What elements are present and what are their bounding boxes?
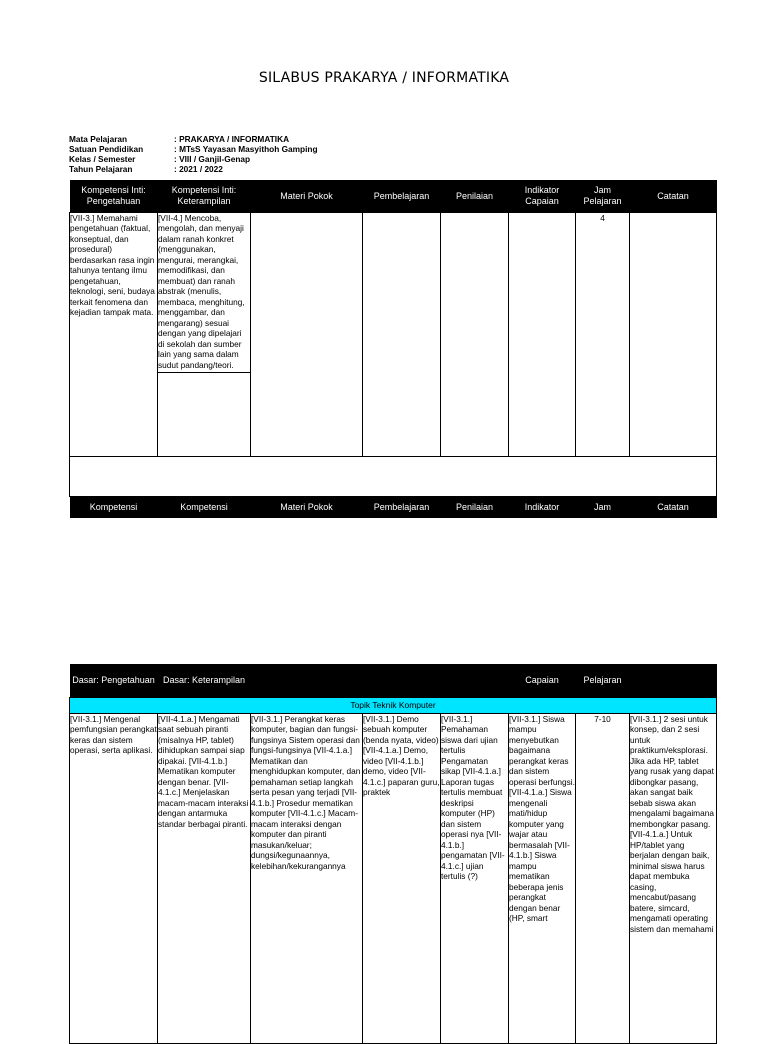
table-row bbox=[70, 713, 717, 1043]
meta-value: : VIII / Ganjil-Genap bbox=[174, 154, 251, 164]
meta-label: Satuan Pendidikan bbox=[69, 144, 144, 154]
column-header: Indikator bbox=[509, 496, 576, 518]
table-cell bbox=[363, 212, 441, 456]
column-header: Kompetensi bbox=[158, 496, 251, 518]
column-header: Dasar: Pengetahuan bbox=[70, 664, 158, 697]
column-header: Capaian bbox=[509, 664, 576, 697]
table-spacer-row bbox=[70, 456, 717, 496]
table-cell: [VII-4.1.a.] Mengamati saat sebuah piranti (misalnya HP, tablet) dihidupkan sampai siap dipakai. [VII-4.1.b.] Mematikan komputer dengan benar. [VII-4.1.c.] Menjelaskan macam-macam interaksi dengan antarmuka standar berbagai piranti. bbox=[158, 713, 251, 1043]
column-header: Pelajaran bbox=[576, 664, 630, 697]
column-header: Penilaian bbox=[441, 180, 509, 212]
column-header: Indikator Capaian bbox=[509, 180, 576, 212]
meta-label: Tahun Pelajaran bbox=[69, 164, 133, 174]
topic-row bbox=[70, 697, 717, 713]
table-cell: [VII-3.1.] Perangkat keras komputer, bagian dan fungsi-fungsinya Sistem operasi dan fungsi-fungsinya [VII-4.1.a.] Mematikan dan menghidupkan komputer, dan pemahaman setiap langkah serta pesan yang terjadi [VII-4.1.b.] Prosedur mematikan komputer [VII-4.1.c.] Macam-macam interaksi dengan komputer dan piranti masukan/keluar; dungsi/kegunaannya, kelebihan/kekurangannya bbox=[251, 713, 363, 1043]
table-header-row bbox=[70, 664, 717, 697]
column-header bbox=[441, 664, 509, 697]
column-header: Penilaian bbox=[441, 496, 509, 518]
table-cell: [VII-3.1.] Siswa mampu menyebutkan bagaimana perangkat keras dan sistem operasi berfungsi. [VII-4.1.a.] Siswa mengenali mati/hidup komputer yang wajar atau bermasalah [VII-4.1.b.] Siswa mampu mematikan beberapa jenis perangkat dengan benar (HP, smart bbox=[509, 713, 576, 1043]
column-header bbox=[363, 664, 441, 697]
table-cell bbox=[441, 212, 509, 456]
topic-label: Topik Teknik Komputer bbox=[70, 697, 717, 713]
table-footer-row bbox=[70, 496, 717, 518]
column-header bbox=[251, 664, 363, 697]
table-cell: [VII-3.1.] 2 sesi untuk konsep, dan 2 sesi untuk praktikum/eksplorasi. Jika ada HP, tablet yang rusak yang dapat dibongkar pasang, akan sangat baik sebab siswa akan mengalami bagaimana membongkar pasang. [VII-4.1.a.] Untuk HP/tablet yang berjalan dengan baik, minimal siswa harus dapat membuka casing, mencabut/pasang batere, simcard, mengamati operating sistem dan memahami bbox=[630, 713, 717, 1043]
table-row bbox=[70, 212, 717, 456]
table-cell bbox=[509, 212, 576, 456]
column-header: Catatan bbox=[630, 496, 717, 518]
meta-value: : 2021 / 2022 bbox=[174, 164, 223, 174]
column-header: Kompetensi Inti: Keterampilan bbox=[158, 180, 251, 212]
table-header-row bbox=[70, 180, 717, 212]
document-info bbox=[69, 134, 318, 174]
column-header: Dasar: Keterampilan bbox=[158, 664, 251, 697]
meta-row bbox=[69, 164, 318, 174]
meta-row bbox=[69, 134, 318, 144]
table-cell bbox=[158, 212, 251, 456]
table-cell: [VII-3.1.] Demo sebuah komputer (benda nyata, video) [VII-4.1.a.] Demo, video [VII-4.1.b.] demo, video [VII-4.1.c.] paparan guru, praktek bbox=[363, 713, 441, 1043]
meta-value: : PRAKARYA / INFORMATIKA bbox=[174, 134, 290, 144]
meta-label: Mata Pelajaran bbox=[69, 134, 128, 144]
column-header: Catatan bbox=[630, 180, 717, 212]
table-cell: [VII-3.] Memahami pengetahuan (faktual, konseptual, dan prosedural) berdasarkan rasa ingin tahunya tentang ilmu pengetahuan, teknologi, seni, budaya terkait fenomena dan kejadian tampak mata. bbox=[70, 212, 158, 456]
table-cell bbox=[630, 212, 717, 456]
column-header bbox=[630, 664, 717, 697]
column-header: Pembelajaran bbox=[363, 180, 441, 212]
table-cell: 4 bbox=[576, 212, 630, 456]
meta-row bbox=[69, 144, 318, 154]
syllabus-table-bottom bbox=[69, 664, 717, 1044]
column-header: Jam Pelajaran bbox=[576, 180, 630, 212]
table-cell: [VII-3.1.] Mengenal pemfungsian perangkat keras dan sistem operasi, serta aplikasi. bbox=[70, 713, 158, 1043]
meta-value: : MTsS Yayasan Masyithoh Gamping bbox=[174, 144, 318, 154]
column-header: Kompetensi bbox=[70, 496, 158, 518]
meta-label: Kelas / Semester bbox=[69, 154, 136, 164]
syllabus-table-top bbox=[69, 180, 717, 518]
table-cell: 7-10 bbox=[576, 713, 630, 1043]
column-header: Jam bbox=[576, 496, 630, 518]
table-cell bbox=[251, 212, 363, 456]
meta-row bbox=[69, 154, 318, 164]
column-header: Pembelajaran bbox=[363, 496, 441, 518]
column-header: Materi Pokok bbox=[251, 496, 363, 518]
table-cell: [VII-3.1.] Pemahaman siswa dari ujian tertulis Pengamatan sikap [VII-4.1.a.] Laporan tugas tertulis membuat deskripsi komputer (HP) dan sistem operasi nya [VII-4.1.b.] pengamatan [VII-4.1.c.] ujian tertulis (?) bbox=[441, 713, 509, 1043]
column-header: Materi Pokok bbox=[251, 180, 363, 212]
cell-text: [VII-4.] Mencoba, mengolah, dan menyaji dalam ranah konkret (menggunakan, mengurai, merangkai, memodifikasi, dan membuat) dan ranah abstrak (menulis, membaca, menghitung, menggambar, dan mengarang) sesuai dengan yang dipelajari di sekolah dan sumber lain yang sama dalam sudut pandang/teori. bbox=[158, 213, 250, 374]
page-title: SILABUS PRAKARYA / INFORMATIKA bbox=[258, 70, 510, 86]
column-header: Kompetensi Inti: Pengetahuan bbox=[70, 180, 158, 212]
